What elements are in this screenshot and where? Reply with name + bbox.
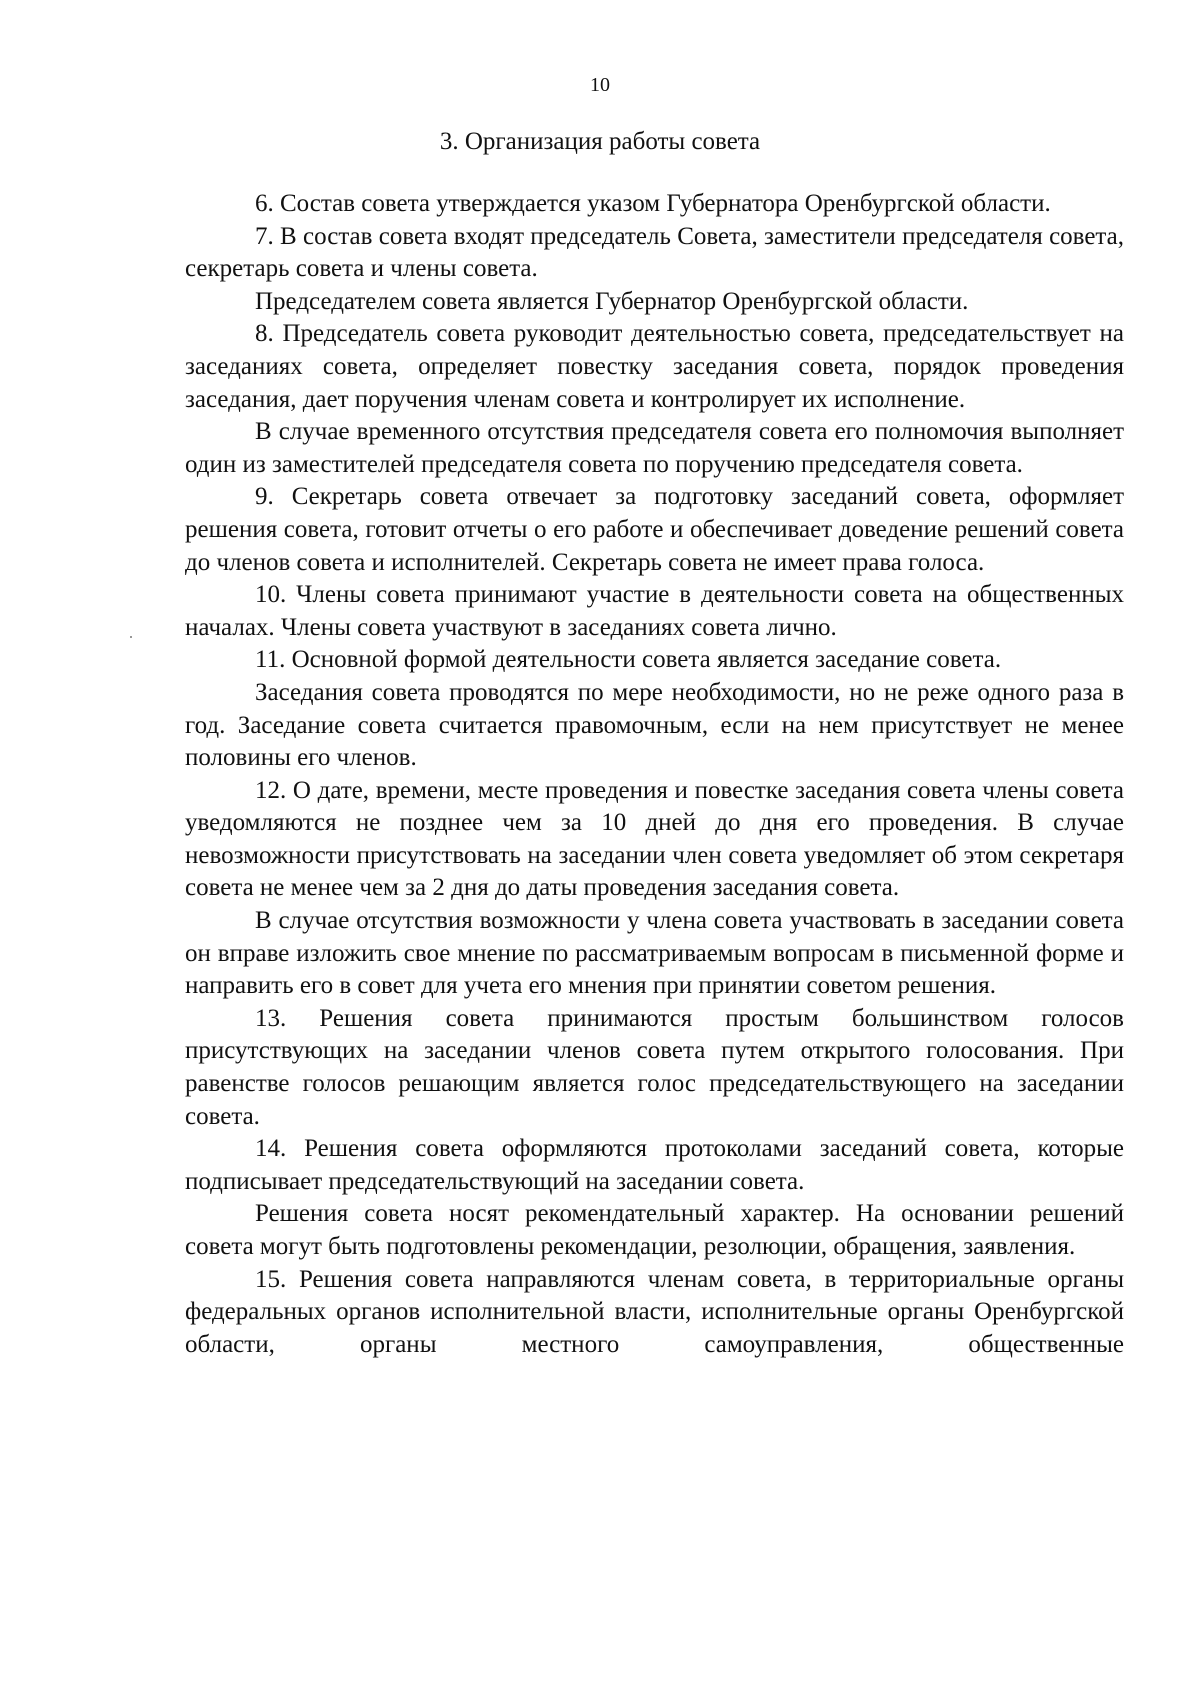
paragraph-9: 9. Секретарь совета отвечает за подготовку заседаний совета, оформляет решения совета, готовит отчеты о его работе и обеспечивает доведение решений совета до членов совета и исполнителей. Секретарь совета не имеет права голоса. bbox=[185, 483, 1124, 576]
paragraph-8-absence: В случае временного отсутствия председателя совета его полномочия выполняет один из заместителей председателя совета по поручению председателя совета. bbox=[185, 418, 1124, 478]
page-number: 10 bbox=[590, 74, 610, 96]
section-title: 3. Организация работы совета bbox=[439, 128, 761, 155]
paragraph-15: 15. Решения совета направляются членам совета, в территориальные органы федеральных органов исполнительной власти, исполнительные органы Оренбургской области, органы местного самоуправления, общественные bbox=[185, 1265, 1124, 1358]
scan-artifact bbox=[130, 636, 132, 638]
paragraph-8: 8. Председатель совета руководит деятельностью совета, председательствует на заседаниях совета, определяет повестку заседания совета, порядок проведения заседания, дает поручения членам совета и контролирует их исполнение. bbox=[185, 320, 1124, 413]
paragraph-chairman: Председателем совета является Губернатор Оренбургской области. bbox=[255, 287, 969, 315]
paragraph-6: 6. Состав совета утверждается указом Губернатора Оренбургской области. bbox=[255, 190, 1051, 217]
paragraph-7: 7. В состав совета входят председатель Совета, заместители председателя совета, секретарь совета и члены совета. bbox=[185, 222, 1124, 283]
paragraph-11-meetings: Заседания совета проводятся по мере необходимости, но не реже одного раза в год. Заседание совета считается правомочным, если на нем присутствует не менее половины его членов. bbox=[185, 678, 1124, 772]
paragraph-10: 10. Члены совета принимают участие в деятельности совета на общественных началах. Члены совета участвуют в заседаниях совета лично. bbox=[185, 581, 1124, 641]
paragraph-12-absence: В случае отсутствия возможности у члена совета участвовать в заседании совета он вправе изложить свое мнение по рассматриваемым вопросам в письменной форме и направить его в совет для учета его мнения при принятии советом решения. bbox=[185, 907, 1124, 1000]
paragraph-13: 13. Решения совета принимаются простым большинством голосов присутствующих на заседании членов совета путем открытого голосования. При равенстве голосов решающим является голос председательствующего на заседании совета. bbox=[185, 1004, 1124, 1130]
paragraph-14-recommendations: Решения совета носят рекомендательный характер. На основании решений совета могут быть подготовлены рекомендации, резолюции, обращения, заявления. bbox=[185, 1200, 1124, 1260]
paragraph-12: 12. О дате, времени, месте проведения и повестке заседания совета члены совета уведомляются не позднее чем за 10 дней до дня его проведения. В случае невозможности присутствовать на заседании член совета уведомляет об этом секретаря совета не менее чем за 2 дня до даты проведения заседания совета. bbox=[185, 776, 1124, 902]
paragraph-11: 11. Основной формой деятельности совета является заседание совета. bbox=[255, 646, 1002, 674]
paragraph-14: 14. Решения совета оформляются протоколами заседаний совета, которые подписывает председательствующий на заседании совета. bbox=[185, 1135, 1124, 1195]
document-body bbox=[185, 188, 1124, 1361]
